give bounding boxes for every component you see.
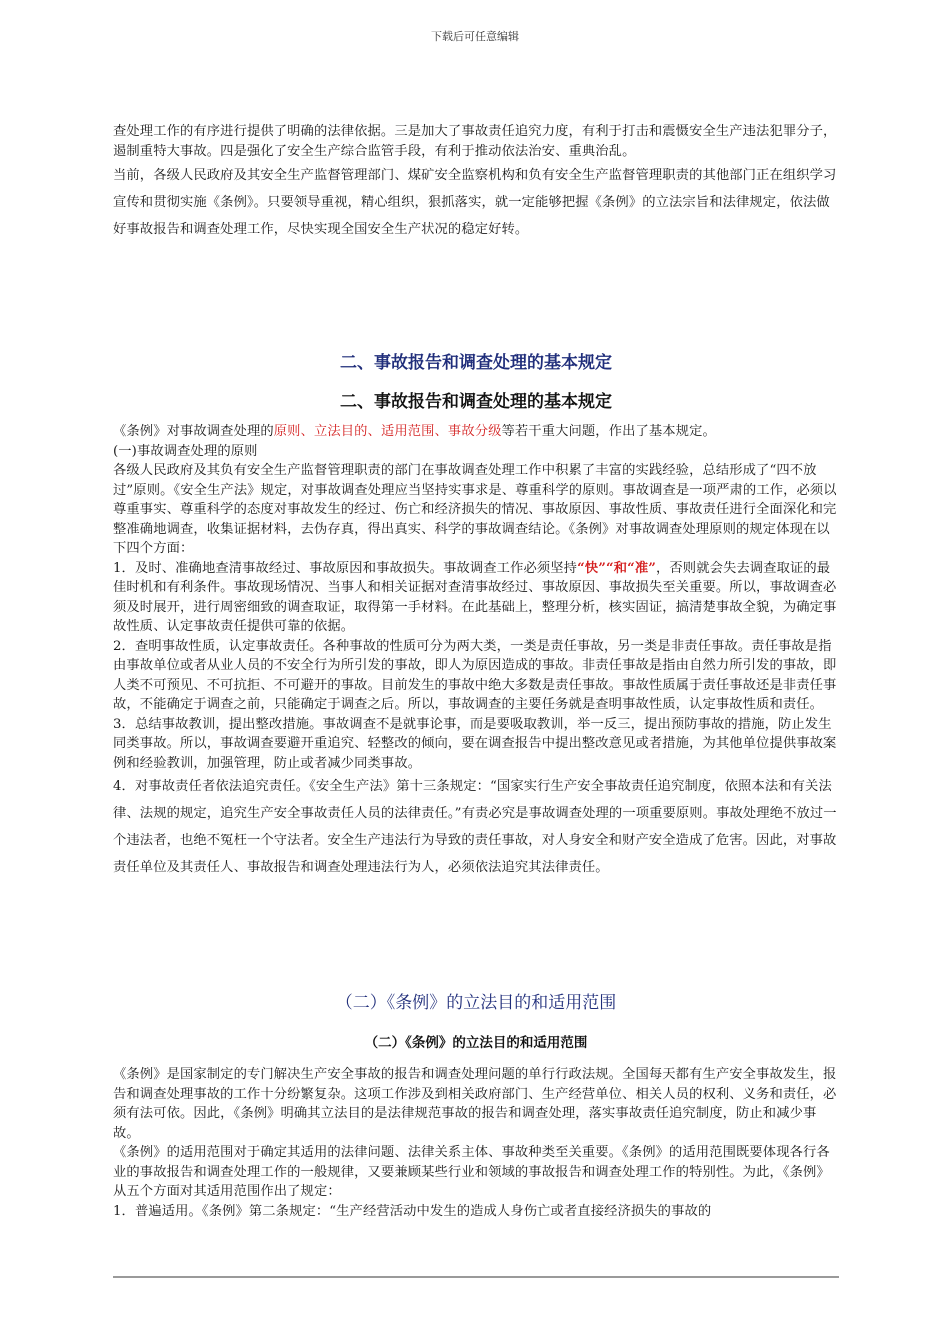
section-2 [113,348,839,881]
section-3-paragraph-2: 《条例》的适用范围对于确定其适用的法律问题、法律关系主体、事故种类至关重要。《条例》的适用范围既要体现各行各业的事故报告和调查处理工作的一般规律，又要兼顾某些行业和领域的事故报告和调查处理工作的特别性。为此，《条例》从五个方面对其适用范围作出了规定： [113,1145,830,1199]
principle-item-1 [113,559,839,637]
lead-text-highlight: 原则、立法目的、适用范围、事故分级 [273,424,502,439]
section-3 [113,988,839,1221]
principle-item-4: 4．对事故责任者依法追究责任。《安全生产法》第十三条规定：“国家实行生产安全事故责任追究制度，依照本法和有关法律、法规的规定，追究生产安全事故责任人员的法律责任。”有责必究是事故调查处理的一项重要原则。事故处理绝不放过一个违法者，也绝不冤枉一个守法者。安全生产违法行为导致的责任事故，对人身安全和财产安全造成了危害。因此，对事故责任单位及其责任人、事故报告和调查处理违法行为人，必须依法追究其法律责任。 [113,779,837,875]
section-2-title-blue: 二、事故报告和调查处理的基本规定 [340,353,612,373]
lead-text-a: 《条例》对事故调查处理的 [113,424,274,439]
principle-paragraph: 各级人民政府及其负有安全生产监督管理职责的部门在事故调查处理工作中积累了丰富的实践经验，总结形成了“四不放过”原则。《安全生产法》规定，对事故调查处理应当坚持实事求是、尊重科学的原则。事故调查是一项严肃的工作，必须以尊重事实、尊重科学的态度对事故发生的经过、伤亡和经济损失的情况、事故原因、事故性质、事故责任进行全面深化和完整准确地调查，收集证据材料，去伪存真，得出真实、科学的事故调查结论。《条例》对事故调查处理原则的规定体现在以下四个方面： [113,463,837,556]
item-1-highlight: “快”“和“准” [577,560,656,576]
section-2-title-black: 二、事故报告和调查处理的基本规定 [340,392,612,412]
section-3-paragraph-1: 《条例》是国家制定的专门解决生产安全事故的报告和调查处理问题的单行行政法规。全国每天都有生产安全事故发生，报告和调查处理事故的工作十分纷繁复杂。这项工作涉及到相关政府部门、生产经营单位、相关人员的权利、义务和责任，必须有法可依。因此，《条例》明确其立法目的是法律规范事故的报告和调查处理，落实事故责任追究制度，防止和减少事故。 [113,1067,837,1141]
page-header: 下载后可任意编辑 [431,30,519,43]
intro-paragraph-1: 查处理工作的有序进行提供了明确的法律依据。三是加大了事故责任追究力度，有利于打击和震慑安全生产违法犯罪分子，遏制重特大事故。四是强化了安全生产综合监管手段，有利于推动依法治安、重典治乱。 [113,124,837,159]
principle-item-2: 2．查明事故性质，认定事故责任。各种事故的性质可分为两大类，一类是责任事故，另一类是非责任事故。责任事故是指由事故单位或者从业人员的不安全行为所引发的事故，即人为原因造成的事故。非责任事故是指由自然力所引发的事故，即人类不可预见、不可抗拒、不可避开的事故。目前发生的事故中绝大多数是责任事故。事故性质属于责任事故还是非责任事故，不能确定于调查之前，只能确定于调查之后。所以，事故调查的主要任务就是查明事故性质，认定事故性质和责任。 [113,638,837,712]
intro-block [113,122,839,243]
principle-item-3: 3．总结事故教训，提出整改措施。事故调查不是就事论事，而是要吸取教训，举一反三，提出预防事故的措施，防止发生同类事故。所以，事故调查要避开重追究、轻整改的倾向，要在调查报告中提出整改意见或者措施，为其他单位提供事故案例和经验教训，加强管理，防止或者减少同类事故。 [113,716,837,771]
lead-text-b: 等若干重大问题，作出了基本规定。 [501,424,716,439]
footer-divider [113,1276,839,1278]
section-3-title-black: （二）《条例》的立法目的和适用范围 [364,1035,588,1051]
section-3-paragraph-3: 1．普遍适用。《条例》第二条规定：“生产经营活动中发生的造成人身伤亡或者直接经济损失的事故的 [113,1203,712,1219]
subsection-1-title: (一)事故调查处理的原则 [113,443,258,459]
section-3-title-blue: （二）《条例》的立法目的和适用范围 [335,993,617,1013]
item-1-text-a: 1．及时、准确地查清事故经过、事故原因和事故损失。事故调查工作必须坚持 [113,560,578,576]
intro-paragraph-2: 当前，各级人民政府及其安全生产监督管理部门、煤矿安全监察机构和负有安全生产监督管理职责的其他部门正在组织学习宣传和贯彻实施《条例》。只要领导重视，精心组织，狠抓落实，就一定能够把握《条例》的立法宗旨和法律规定，依法做好事故报告和调查处理工作，尽快实现全国安全生产状况的稳定好转。 [113,168,837,237]
item-1-text-b: ，否则就会失去调查取证的最佳时机和有利条件。事故现场情况、当事人和相关证据对查清事故经过、事故原因、事故损失至关重要。所以，事故调查必须及时展开，进行周密细致的调查取证，取得第一手材料。在此基础上，整理分析，核实固证，搞清楚事故全貌，为确定事故性质、认定事故责任提供可靠的依据。 [113,560,837,634]
section-2-lead [113,422,839,442]
